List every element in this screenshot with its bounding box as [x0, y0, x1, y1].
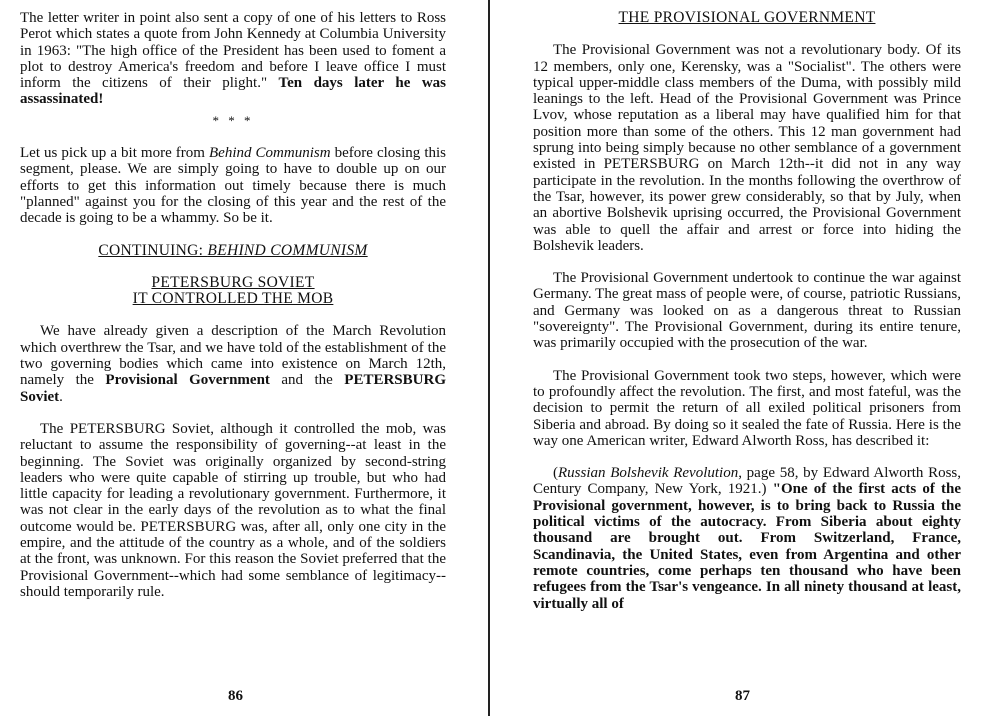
- section-divider: * * *: [212, 112, 254, 128]
- paren-open: (: [553, 465, 558, 482]
- spacer: [20, 307, 446, 323]
- ross-book-title: Russian Bolshevik Revolution: [558, 465, 739, 482]
- section-heading-line-2: IT CONTROLLED THE MOB: [132, 290, 334, 308]
- page-number-right: 87: [735, 688, 750, 704]
- left-page: [0, 0, 484, 716]
- provisional-government-heading: THE PROVISIONAL GOVERNMENT: [618, 9, 876, 26]
- spacer: [20, 129, 446, 145]
- intro-text-end: before closing this segment, please. We are simply going to have to double up on our efforts to get this information out timely because there is much "planned" against you for the closing of this year and the rest of the decade is going to be a whammy. So be it.: [20, 145, 446, 227]
- provisional-government-bold: Provisional Government: [105, 372, 270, 389]
- spacer: [20, 259, 446, 275]
- spacer: [20, 227, 446, 243]
- spacer: [533, 254, 961, 270]
- page-number-left: 86: [228, 688, 243, 704]
- march-revolution-text: We have already given a description of the March Revolution which overthrew the Tsar, and we have told of the establishment of the two governing bodies which came into existence on March 12th, namely the: [20, 323, 446, 389]
- right-page-text: [533, 10, 961, 612]
- continuing-book-title: BEHIND COMMUNISM: [207, 241, 368, 259]
- petersburg-soviet-bold: PETERSBURG Soviet: [20, 372, 446, 405]
- march-revolution-paragraph: [20, 323, 446, 404]
- spacer: [20, 405, 446, 421]
- soviet-paragraph: The PETERSBURG Soviet, although it controlled the mob, was reluctant to assume the responsibility of governing--at least in the beginning. The Soviet was originally organized by second-string leaders who were quite capable of stirring up trouble, but who had little capacity for leading a revolutionary government. Furthermore, it was not clear in the early days of the revolution as to what the final outcome would be. PETERSBURG was, after all, only one city in the empire, and the attitude of the country as a whole, and of the soldiers at the front, was unknown. For this reason the Soviet preferred that the Provisional Government--which had some semblance of legitimacy--should temporarily rule.: [20, 420, 446, 600]
- citation-text: , page 58, by Edward Alworth Ross, Century Company, New York, 1921.): [533, 465, 962, 498]
- ross-quote-bold: "One of the first acts of the Provisional government, however, is to bring back to Russia the political victims of the autocracy. From Siberia about eighty thousand are brought out. From Switzerland, France, Scandinavia, the United States, even from Argentina and other remote countries, come perhaps ten thousand who have been refugees from the Tsar's vengeance. In all ninety thousand at least, virtually all of: [533, 481, 961, 612]
- assassination-sentence: Ten days later he was assassinated!: [20, 75, 446, 108]
- kennedy-quote-text: The letter writer in point also sent a copy of one of his letters to Ross Perot which states a quote from John Kennedy at Columbia University in 1963: "The high office of the President has been used to foment a plot to destroy America's freedom and before I leave office I must inform the citizens of their plight.": [20, 10, 446, 92]
- intro-paragraph: [20, 145, 446, 226]
- ross-quote-paragraph: [533, 465, 961, 612]
- two-steps-paragraph: The Provisional Government took two steps, however, which were to profoundly affect the revolution. The first, and most fateful, was the decision to permit the return of all exiled political prisoners from Siberia and abroad. By doing so it sealed the fate of Russia. Here is the way one American writer, Edward Alworth Ross, has described it:: [533, 367, 961, 449]
- spacer: [533, 26, 961, 42]
- continuing-label: CONTINUING:: [98, 241, 208, 259]
- spacer: [533, 352, 961, 368]
- section-heading-line-1: PETERSBURG SOVIET: [151, 273, 315, 291]
- book-title-italic: Behind Communism: [209, 145, 331, 162]
- war-paragraph: The Provisional Government undertook to continue the war against Germany. The great mass of people were, of course, patriotic Russians, and Germany was looked on as a dangerous threat to Russian "sovereignty". The Provisional Government, during its entire tenure, was primarily occupied with the prosecution of the war.: [533, 270, 961, 352]
- continuing-heading: [20, 243, 446, 259]
- conjunction-text: and the: [269, 372, 345, 389]
- right-page: [497, 0, 982, 716]
- period-text: .: [59, 388, 63, 405]
- provisional-members-paragraph: The Provisional Government was not a revolutionary body. Of its 12 members, only one, Kerensky, was a "Socialist". The others were typical upper-middle class members of the Duma, with possibly mild leanings to the left. Head of the Provisional Government was Prince Lvov, whose reputation as a liberal may have qualified him for that position more than some of the others. This 12 man government had sprung into being simply because no other semblance of a government existed in PETERSBURG on March 12th--it did not in any way participate in the revolution. In the months following the overthrow of the Tsar, however, its power grew considerably, so that by July, when an abortive Bolshevik uprising occurred, the Provisional Government was able to quell the affair and arrest or force into hiding the Bolshevik leaders.: [533, 42, 961, 254]
- kennedy-quote-paragraph: [20, 10, 446, 108]
- spacer: [533, 449, 961, 465]
- page-gutter: [488, 0, 490, 716]
- left-page-text: [20, 10, 446, 600]
- intro-text-start: Let us pick up a bit more from: [20, 145, 209, 162]
